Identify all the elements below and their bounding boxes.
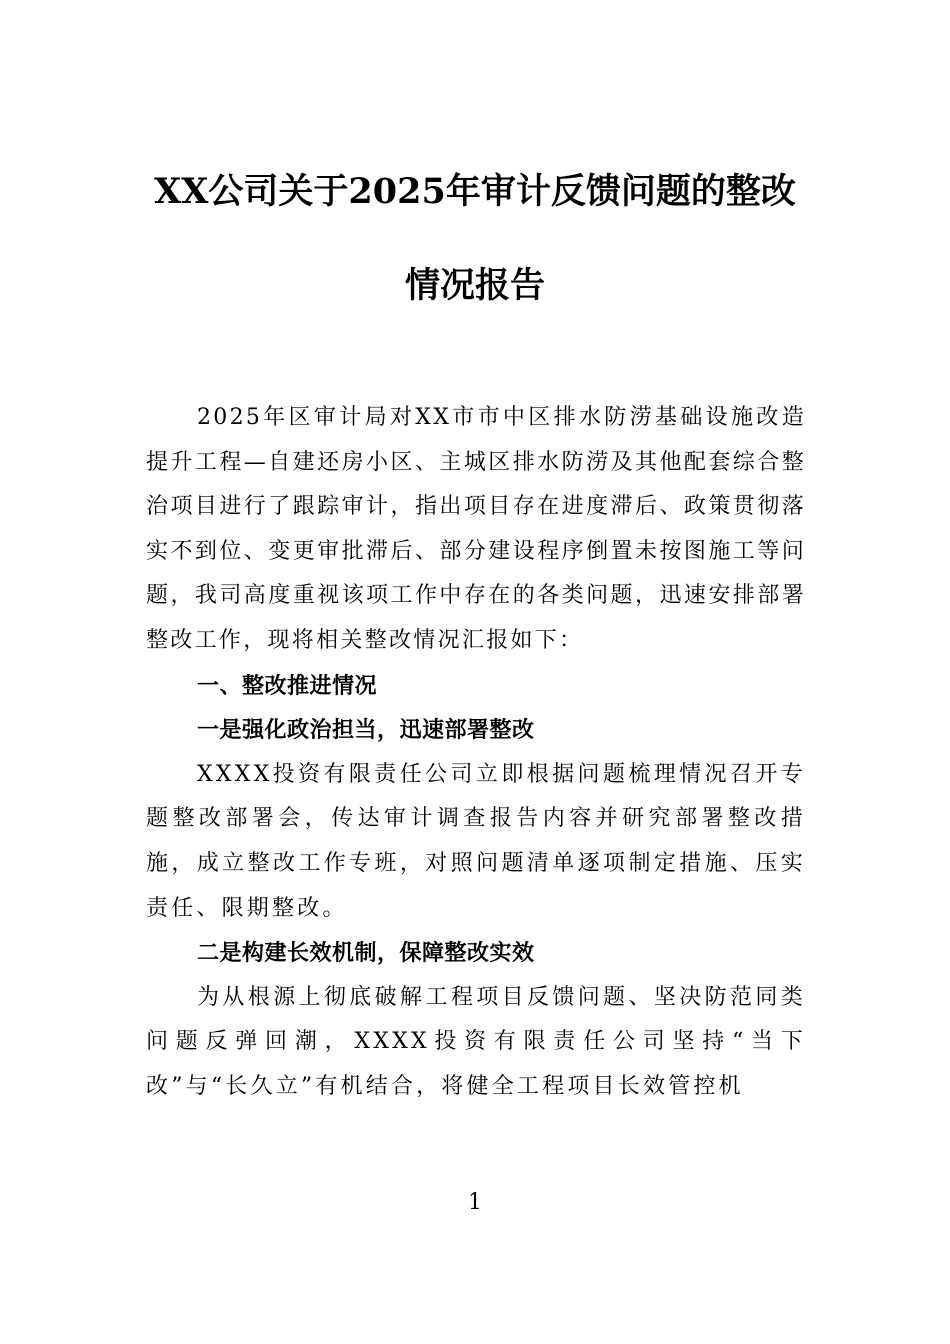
document-body [146,396,806,1110]
subsection-paragraph-1: XXXX投资有限责任公司立即根据问题梳理情况召开专题整改部署会，传达审计调查报告内容并研究部署整改措施，成立整改工作专班，对照问题清单逐项制定措施、压实责任、限期整改。 [146,761,806,921]
section-heading: 一、整改推进情况 [197,672,378,699]
intro-paragraph: 2025年区审计局对XX市市中区排水防涝基础设施改造提升工程—自建还房小区、主城区排水防涝及其他配套综合整治项目进行了跟踪审计，指出项目存在进度滞后、政策贯彻落实不到位、变更审批滞后、部分建设程序倒置未按图施工等问题，我司高度重视该项工作中存在的各类问题，迅速安排部署整改工作，现将相关整改情况汇报如下： [146,405,806,653]
page-number: 1 [468,1190,482,1215]
document-title-line-1: XX公司关于2025年审计反馈问题的整改 [154,171,796,212]
subsection-heading-1: 一是强化政治担当，迅速部署整改 [197,717,535,744]
subsection-paragraph-2: 为从根源上彻底破解工程项目反馈问题、坚决防范同类问题反弹回潮，XXXX投资有限责任公司坚持“当下改”与“长久立”有机结合，将健全工程项目长效管控机 [146,984,806,1099]
document-title-line-2: 情况报告 [404,265,545,306]
subsection-heading-2: 二是构建长效机制，保障整改实效 [197,940,535,967]
